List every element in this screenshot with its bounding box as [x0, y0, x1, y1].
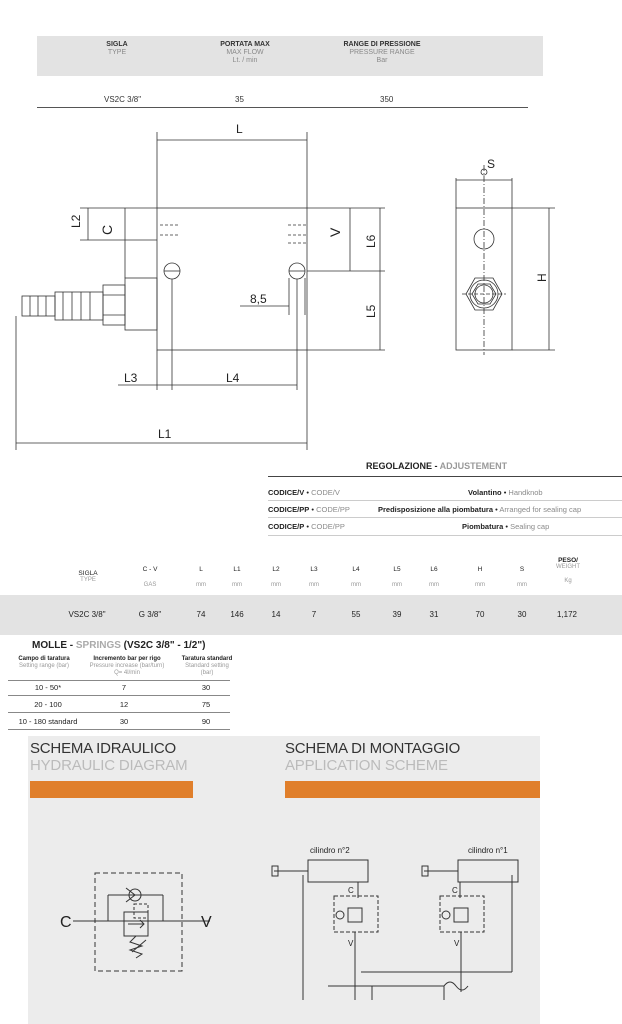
- dim-val-L: 74: [196, 610, 206, 619]
- dim-val-L4: 55: [351, 610, 361, 619]
- header-flow-value: 35: [235, 95, 244, 104]
- regulation-code-pp: CODICE/PP • CODE/PP: [268, 505, 350, 514]
- hydraulic-port-V: V: [201, 914, 212, 931]
- dim-val-L3: 7: [311, 610, 317, 619]
- adjust-screw: [22, 296, 55, 316]
- dim-S-label: S: [487, 157, 496, 171]
- regulation-desc-pp: Predisposizione alla piombatura • Arranged for sealing cap: [378, 505, 582, 514]
- dim-header-L2: L2 mm: [271, 566, 281, 588]
- cylinder-2-label: cilindro n°2: [310, 846, 350, 855]
- dim-header-L4: L4 mm: [351, 566, 361, 588]
- dim-85-label: 8,5: [250, 292, 267, 306]
- springs-row1-range: 10 - 50*: [34, 683, 62, 692]
- dim-val-peso: 1,172: [556, 610, 578, 619]
- dim-L5-label: L5: [364, 304, 378, 318]
- dim-header-cv: C - V GAS: [142, 566, 158, 588]
- header-rule: [37, 107, 528, 108]
- valve-body: [157, 208, 307, 350]
- application-orange-bar: [285, 781, 540, 798]
- dim-L2-label: L2: [69, 214, 83, 228]
- dim-header-peso: PESO/ WEIGHT Kg: [556, 557, 580, 584]
- springs-row2-range: 20 - 100: [34, 700, 62, 709]
- regulation-desc-v: Volantino • Handknob: [468, 488, 543, 497]
- dim-header-L: L mm: [196, 566, 206, 588]
- springs-header-range: Campo di taratura Setting range (bar): [18, 656, 70, 669]
- dim-H-label: H: [535, 273, 549, 282]
- springs-title: MOLLE - SPRINGS (VS2C 3/8" - 1/2"): [32, 640, 206, 651]
- dim-val-L1: 146: [230, 610, 244, 619]
- regulation-code-v: CODICE/V • CODE/V: [268, 488, 340, 497]
- dim-header-H: H mm: [475, 566, 485, 588]
- header-col-flow: PORTATA MAX MAX FLOW Lt. / min: [220, 41, 270, 64]
- cylinder-2: [308, 860, 368, 882]
- hydraulic-title: SCHEMA IDRAULICO: [30, 740, 176, 757]
- dim-L4-label: L4: [226, 371, 240, 385]
- springs-row2-inc: 12: [119, 700, 129, 709]
- regulation-rule: [268, 476, 622, 477]
- dim-L6-label: L6: [364, 234, 378, 248]
- app-port-C-1: C: [452, 886, 458, 895]
- dim-val-cv: G 3/8": [138, 610, 162, 619]
- cylinder-1-label: cilindro n°1: [468, 846, 508, 855]
- header-pressure-value: 350: [380, 95, 394, 104]
- springs-header-standard: Taratura standard Standard setting (bar): [181, 656, 233, 676]
- valve-2-envelope: [334, 896, 378, 932]
- dim-L1-label: L1: [158, 427, 172, 441]
- regulation-title: REGOLAZIONE - ADJUSTEMENT: [366, 461, 508, 471]
- springs-row1-inc: 7: [121, 683, 127, 692]
- springs-row2-std: 75: [201, 700, 211, 709]
- dim-val-S: 30: [517, 610, 527, 619]
- regulation-desc-p: Piombatura • Sealing cap: [462, 522, 550, 531]
- port-C-label: C: [99, 224, 115, 235]
- header-col-pressure: RANGE DI PRESSIONE PRESSURE RANGE Bar: [343, 41, 421, 64]
- hydraulic-orange-bar: [30, 781, 193, 798]
- cylinder-1: [458, 860, 518, 882]
- technical-drawing: [0, 110, 622, 455]
- port-V-label: V: [327, 227, 343, 237]
- app-port-V-1: V: [454, 939, 460, 948]
- dim-val-L2: 14: [271, 610, 281, 619]
- valve-1-envelope: [440, 896, 484, 932]
- header-band: [37, 36, 543, 76]
- springs-header-increase: Incremento bar per rigo Pressure increase (bar/turn) Q= 4l/min: [89, 656, 165, 676]
- hydraulic-port-C: C: [60, 914, 72, 931]
- dim-header-S: S mm: [517, 566, 527, 588]
- hydraulic-subtitle: HYDRAULIC DIAGRAM: [30, 757, 188, 774]
- dim-header-L1: L1 mm: [232, 566, 242, 588]
- application-title: SCHEMA DI MONTAGGIO: [285, 740, 461, 757]
- springs-row1-std: 30: [201, 683, 211, 692]
- dim-val-H: 70: [475, 610, 485, 619]
- dim-val-L5: 39: [392, 610, 402, 619]
- cartridge-hex: [125, 278, 157, 330]
- header-col-type: SIGLA TYPE: [106, 41, 128, 56]
- cartridge-thread: [55, 292, 103, 320]
- dim-header-L3: L3 mm: [309, 566, 319, 588]
- app-port-V-2: V: [348, 939, 354, 948]
- regulation-code-p: CODICE/P • CODE/PP: [268, 522, 345, 531]
- dim-val-L6: 31: [429, 610, 439, 619]
- application-subtitle: APPLICATION SCHEME: [285, 757, 448, 774]
- dim-L-label: L: [236, 122, 243, 136]
- schematics: [28, 800, 540, 1024]
- springs-row3-inc: 30: [119, 717, 129, 726]
- springs-row3-range: 10 - 180 standard: [18, 717, 78, 726]
- dim-header-L6: L6 mm: [429, 566, 439, 588]
- springs-row3-std: 90: [201, 717, 211, 726]
- dim-val-sigla: VS2C 3/8": [68, 610, 106, 619]
- header-type-value: VS2C 3/8": [104, 95, 142, 104]
- dim-header-L5: L5 mm: [392, 566, 402, 588]
- dim-header-sigla: SIGLA TYPE: [78, 570, 98, 583]
- app-port-C-2: C: [348, 886, 354, 895]
- dim-L3-label: L3: [124, 371, 138, 385]
